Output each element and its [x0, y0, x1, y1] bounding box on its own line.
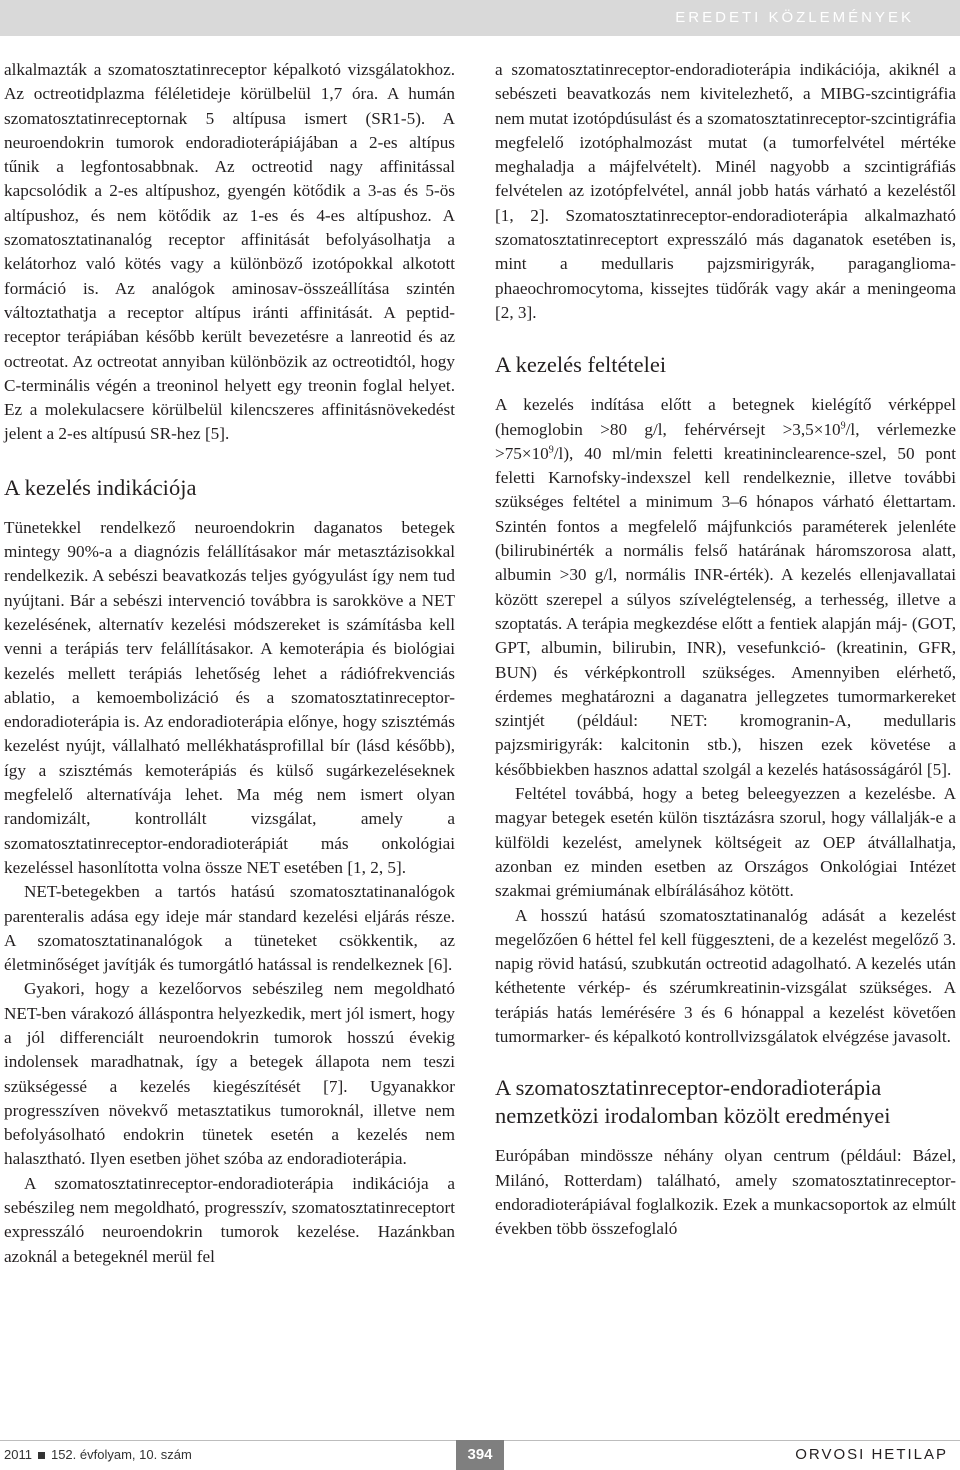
section-heading: A kezelés indikációja	[4, 474, 197, 500]
superscript: 9	[840, 419, 846, 431]
paragraph: alkalmazták a szomatosztatinreceptor képalkotó vizsgálatokhoz. Az octreotidplazma féléletideje körülbelül 1,7 óra. A humán szomatosztatinreceptornak 5 altípusa ismert (SR1-5). A neuroendokrin tumorok endoradioterápiájában a 2-es altípus tűnik a legfontosabbnak. Az octreotid nagy affinitással kapcsolódik a 2-es altípushoz, gyengén kötődik a 3-as és 5-ös altípushoz, és nem kötődik az 1-es és 4-es altípushoz. A szomatosztatinanalóg receptor affinitását befolyásolhatja a kelátorhoz való kötés vagy a különböző izotópokkal alkotott formáció is. Az analógok aminosav-összeállítása szintén változtathatja a receptor altípus iránti affinitását. A peptid-receptor terápiában később került bevezetésre a lanreotid és az octreotat. Az octreotat annyiban különbözik az octreotidtól, hogy C-terminális végén a treoninol helyett egy treonin foglal helyet. Ez a molekulacsere körülbelül kilencszeres affinitásnövekedést jelent a 2-es altípusú SR-hez [5].	[4, 60, 455, 444]
page-footer	[0, 1440, 960, 1470]
text-run: /l, vérlemezke >75×10	[495, 419, 957, 463]
paragraph: Gyakori, hogy a kezelőorvos sebészileg nem megoldható NET-ben várakozó álláspontra helyezkedik, mert jól ismert, hogy a jól differenciált neuroendokrin tumorok hosszú évekig indolensek maradhatnak, így a betegek állapota nem teszi szükségessé a kezelés kiegészítését [7]. Ugyanakkor progresszíven növekvő metasztatikus tumoroknál, illetve nem befolyásolható endokrin tünetek esetén a kezelés nem halasztható. Ilyen esetben jöhet szóba az endoradioterápia.	[4, 979, 455, 1169]
paragraph: Tünetekkel rendelkező neuroendokrin daganatos betegek mintegy 90%-a a diagnózis felállításakor már metasztázisokkal rendelkezik. A sebészi beavatkozás teljes gyógyulást így nem tud nyújtani. Bár a sebészi intervenció továbbra is sarokköve a NET kezelésének, alternatív kezelési módszereket is számításba kell venni a terápiás terv felállításakor. A kemoterápia és biológiai kezelés mellett terápiás lehetőség lehet a rádiófrekvenciás ablatio, a kemoembolizáció és a szomatosztatinreceptor-endoradioterápia is. Az endoradioterápia előnye, hogy szisztémás kezelést nyújt, vállalható mellékhatásprofillal bír (lásd később), így a szisztémás kemoterápiás és külső sugárkezeléseknek megfelelő alternatívája lehet. Ma még nem ismert olyan randomizált, kontrollált vizsgálat, amely a szomatosztatinreceptor-endoradioterápiát más onkológiai kezeléssel hasonlította volna össze NET esetében [1, 2, 5].	[4, 517, 455, 877]
paragraph: Európában mindössze néhány olyan centrum (például: Bázel, Milánó, Rotterdam) található, amely szomatosztatinreceptor-endoradioterápiával foglalkozik. Ezek a munkacsoportok az elmúlt években több összefoglaló	[495, 1146, 956, 1239]
paragraph: NET-betegekben a tartós hatású szomatosztatinanalógok parenteralis adása egy ideje már standard kezelési eljárás része. A szomatosztatinanalógok a tüneteket csökkentik, az életminőséget javítják és tumorgátló hatással is rendelkeznek [6].	[4, 882, 455, 975]
section-label: EREDETI KÖZLEMÉNYEK	[675, 9, 914, 26]
section-heading: A szomatosztatinreceptor-endoradioterápia nemzetközi irodalomban közölt eredményei	[495, 1075, 891, 1129]
paragraph: A hosszú hatású szomatosztatinanalóg adását a kezelést megelőzően 6 héttel fel kell függeszteni, de a kezelést megelőző 3. napig rövid hatású, szubkután octreotid adagolható. A kezelés után kéthetente vérkép- és szérumkreatinin-vizsgálat szükséges. A terápiás hatás lemérésére 3 és 6 hónappal a kezelést követően tumormarker- és képalkotó kontrollvizsgálatok elvégzése javasolt.	[495, 905, 956, 1046]
paragraph: Feltétel továbbá, hogy a beteg beleegyezzen a kezelésbe. A magyar betegek esetén külön tisztázásra szorul, hogy vállalják-e a külföldi kezelést, amelynek költségeit az OEP átvállalhatja, azonban ez minden esetben az Országos Onkológiai Intézet szakmai grémiumának elbírálásához kötött.	[495, 784, 956, 901]
left-column	[4, 58, 455, 1269]
superscript: 9	[548, 444, 554, 456]
square-bullet-icon	[38, 1452, 45, 1459]
paragraph: A szomatosztatinreceptor-endoradioterápia indikációja a sebészileg nem megoldható, progresszív, szomatosztatinreceptort expresszáló neuroendokrin tumorok kezelése. Hazánkban azoknál a betegeknél merül fel	[4, 1173, 455, 1266]
text-run: A kezelés indítása előtt a betegnek kielégítő vérképpel (hemoglobin >80 g/l, fehérvérsejt >3,5×10	[495, 395, 956, 439]
section-heading: A kezelés feltételei	[495, 352, 667, 378]
paragraph: a szomatosztatinreceptor-endoradioterápia indikációja, akiknél a sebészeti beavatkozás nem kivitelezhető, a MIBG-szcintigráfia nem mutat izotópdúsulást és a szomatosztatinreceptor-szcintigráfia megfelelő izotóphalmozást mutat (a tumorfelvétel mértéke meghaladja a májfelvételt). Minél nagyobb a szcintigráfiás felvételen az izotópfelvétel, annál jobb hatás várható a kezeléstől [1, 2]. Szomatosztatinreceptor-endoradioterápia alkalmazható szomatosztatinreceptort expresszáló más daganatok esetében is, mint a medullaris pajzsmirigyrák, paraganglioma-phaeochromocytoma, kissejtes tüdőrák vagy akár a meningeoma [2, 3].	[495, 60, 956, 322]
right-column	[495, 58, 956, 1241]
header-band	[0, 0, 960, 36]
journal-name: ORVOSI HETILAP	[795, 1446, 948, 1463]
footer-volume: 152. évfolyam, 10. szám	[50, 1447, 192, 1462]
text-run: /l), 40 ml/min feletti kreatininclearence-szel, 50 pont feletti Karnofsky-indexszel kell rendelkeznie, illetve további szükséges feltétel a minimum 3–6 hónapos várható élettartam. Szintén fontos a megfelelő májfunkciós paraméterek jelenléte (bilirubinérték a normális felső határának háromszorosa alatt, albumin >30 g/l, normális INR-érték). A kezelés ellenjavallatai között szerepel a súlyos szívelégtelenség, a terhesség, illetve a szoptatás. A terápia megkezdése előtt a fentiek alapján máj- (GOT, GPT, albumin, bilirubin, INR), vesefunkció- (kreatinin, GFR, BUN) és vérképkontroll szükséges. Amennyiben elérhető, érdemes meghatározni a daganatra jellegzetes tumormarkereket szintjét (például: NET: kromogranin-A, medullaris pajzsmirigyrák: kalcitonin stb.), hiszen ezek követése a későbbiekben hasznos adattal szolgál a kezelés hatásosságáról [5].	[495, 443, 956, 779]
footer-year: 2011	[4, 1447, 32, 1462]
paragraph	[495, 393, 956, 782]
footer-issue-info	[4, 1447, 192, 1462]
page-number: 394	[456, 1440, 504, 1470]
